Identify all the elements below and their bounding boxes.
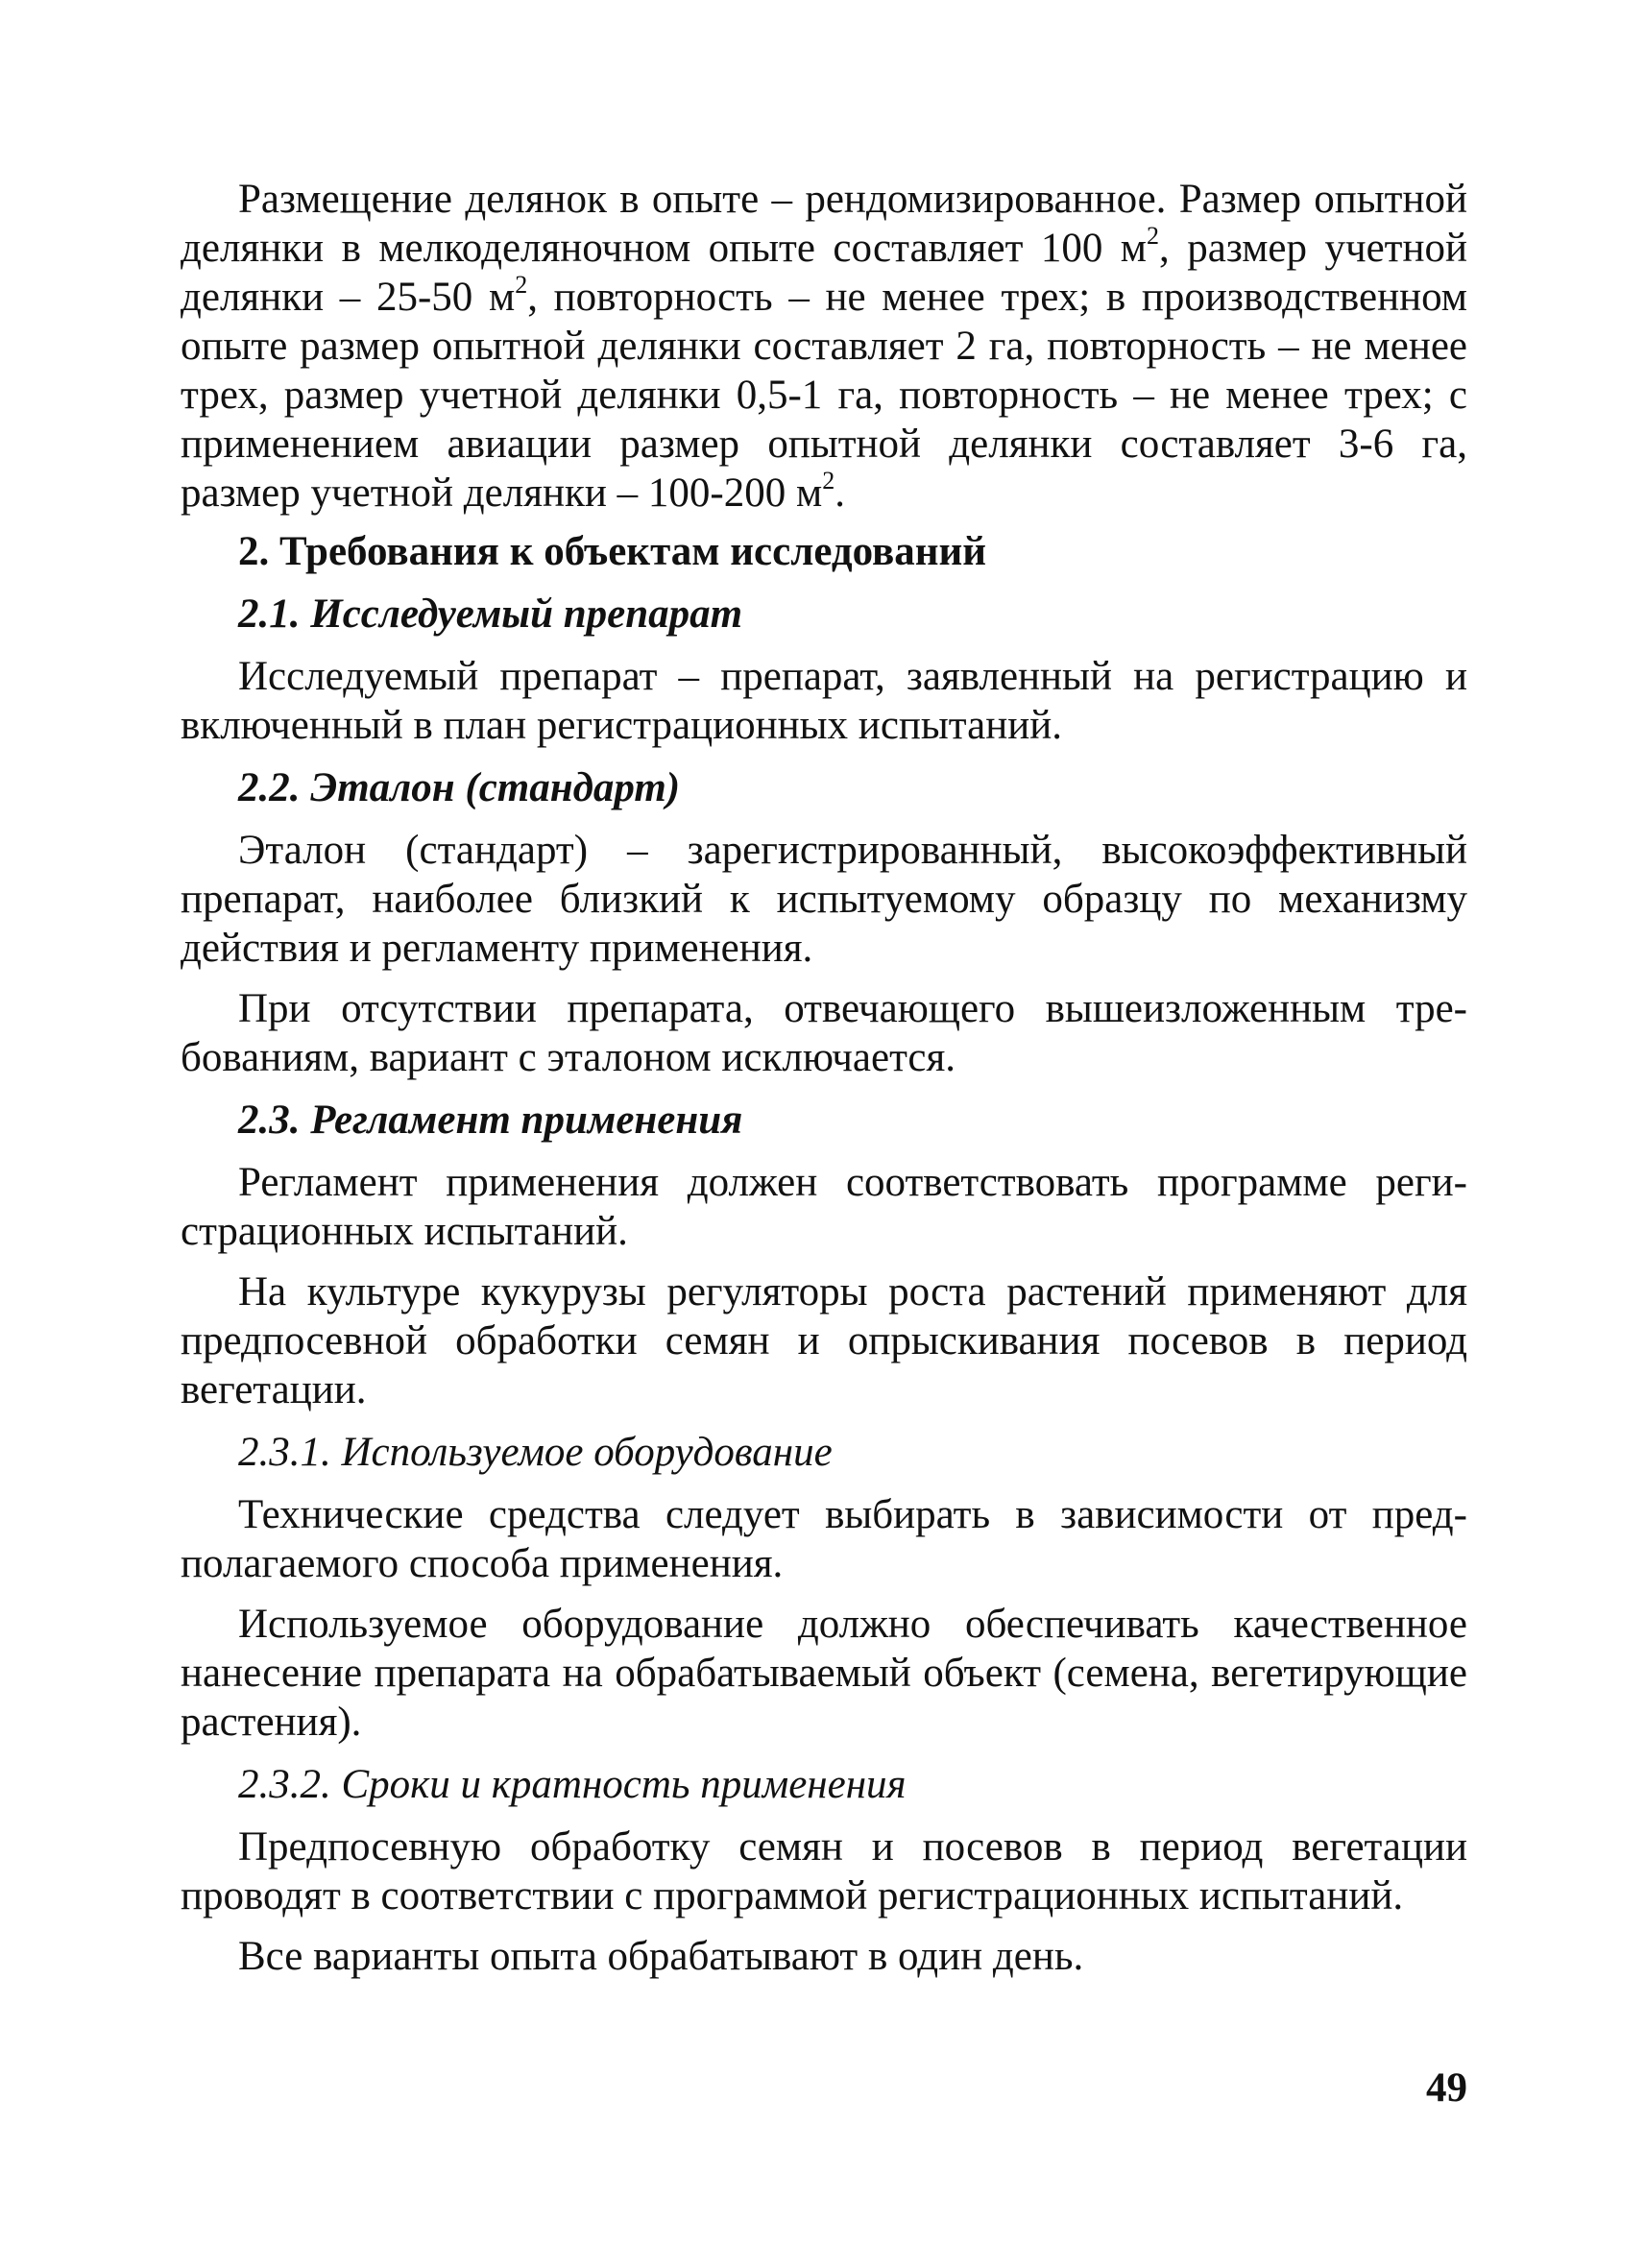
subsection-heading-2-2: 2.2. Эталон (стандарт) — [238, 765, 681, 810]
paragraph-equipment-quality: Используемое оборудование должно обеспечивать качественное нанесение препарата на обрабатываемый объект (семена, вегетирующие растения). — [181, 1602, 1467, 1745]
page-number: 49 — [1426, 2065, 1467, 2111]
paragraph-same-day: Все варианты опыта обрабатывают в один день. — [238, 1934, 1084, 1979]
paragraph-timing: Предпосевную обработку семян и посевов в период вегетации проводят в соответствии с программой регистрационных испытаний. — [181, 1824, 1467, 1918]
page-body — [181, 175, 1467, 1981]
text-run: Размещение делянок в опыте – рендомизированное. Размер опытной делянки в мелкоделяночном опыте составляет 100 м — [181, 177, 1467, 271]
paragraph-regulation: Регламент применения должен соответствовать программе регистрационных испытаний. — [181, 1160, 1467, 1254]
section-heading-2: 2. Требования к объектам исследований — [238, 529, 987, 574]
superscript: 2 — [515, 271, 528, 299]
paragraph-equipment-choice: Технические средства следует выбирать в зависимости от предполагаемого способа применения. — [181, 1492, 1467, 1586]
superscript: 2 — [822, 467, 835, 495]
subsection-heading-2-3-2: 2.3.2. Сроки и кратность применения — [238, 1762, 907, 1807]
paragraph-corn-application: На культуре кукурузы регуляторы роста растений применяют для предпосевной обработки семян и опрыскивания посевов в период вегетации. — [181, 1269, 1467, 1412]
subsection-heading-2-3-1: 2.3.1. Используемое оборудование — [238, 1430, 833, 1475]
subsection-heading-2-1: 2.1. Исследуемый препарат — [238, 591, 743, 637]
superscript: 2 — [1147, 222, 1160, 250]
paragraph-standard: Эталон (стандарт) – зарегистрированный, высокоэффективный препарат, наиболее близкий к испытуемому образцу по механизму действия и регламенту применения. — [181, 828, 1467, 971]
paragraph-test-product: Исследуемый препарат – препарат, заявленный на регистрацию и включенный в план регистрационных испытаний. — [181, 654, 1467, 748]
subsection-heading-2-3: 2.3. Регламент применения — [238, 1098, 743, 1143]
paragraph-plot-placement — [181, 175, 1467, 518]
text-run: . — [835, 470, 845, 516]
text-run: , повторность – не менее трех; в производственном опыте размер опытной делянки составляет 2 га, повторность – не менее трех, размер учетной делянки 0,5-1 га, повторность – не менее трех; с применением авиации размер опытной делянки составляет 3-6 га, размер учетной делянки – 100-200 м — [181, 275, 1467, 516]
paragraph-standard-exclusion: При отсутствии препарата, отвечающего вышеизложенным требованиям, вариант с эталоном исключается. — [181, 986, 1467, 1080]
text-run: , размер учетной делянки – 25-50 м — [181, 226, 1467, 320]
